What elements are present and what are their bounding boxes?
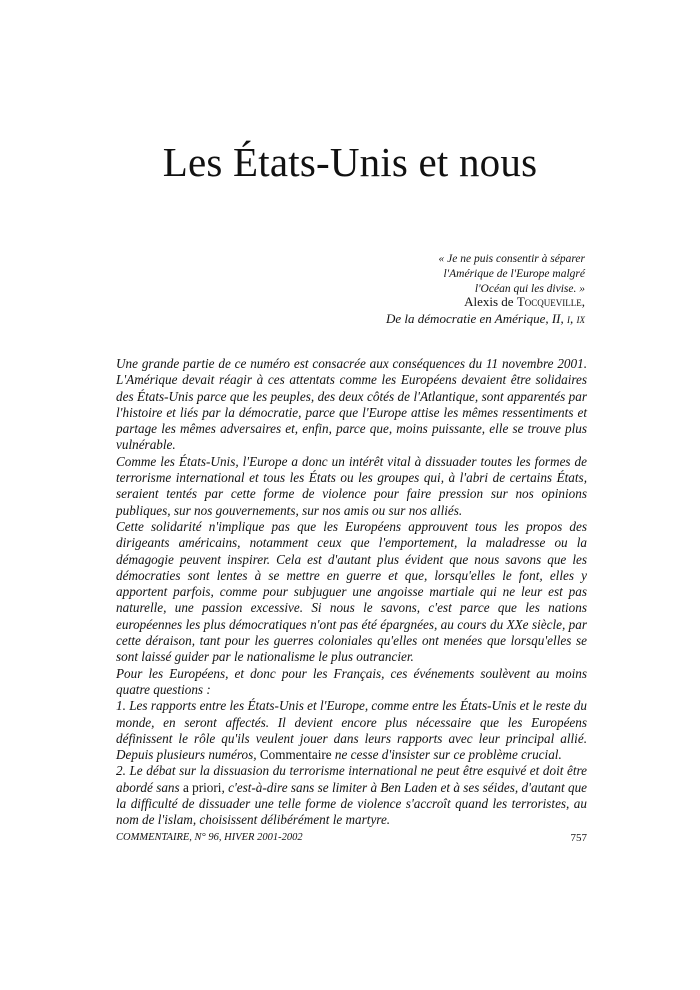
point-2-apriori: a priori <box>182 779 222 795</box>
paragraph-3: Cette solidarité n'implique pas que les Européens approuvent tous les propos des dirigeants américains, notamment ceux que l'emportement, la maladresse ou la démagogie peuvent inspirer. Cela est d'autant plus évident que nous savons que les démocraties sont lentes à se mettre en guerre et que, lorsqu'elles le font, elles y apportent parfois, comme pour subjuguer une angoisse martiale qui ne leur est pas naturelle, une passion excessive. Si nous le savons, c'est parce que les nations européennes les plus démocratiques n'ont pas été épargnées, au cours du XXe siècle, par cette déraison, tant pour les guerres coloniales qu'elles ont menées que lorsqu'elles se sont laissé guider par le nationalisme le plus outrancier. <box>116 518 587 665</box>
page-number: 757 <box>570 832 587 844</box>
article-body <box>116 356 587 829</box>
epigraph-attribution <box>225 293 585 327</box>
epigraph-line-1: « Je ne puis consentir à séparer <box>438 253 585 265</box>
author-name: Tocqueville <box>516 294 582 309</box>
point-1-journal-name: Commentaire <box>259 747 332 763</box>
epigraph-line-3: l'Océan qui les divise. » <box>474 283 585 295</box>
point-2-text-b: , c'est-à-dire sans se limiter à Ben Laden et à ses séides, d'autant que la difficulté de dissuader une telle forme de violence s'accroît quand les terroristes, au nom de l'islam, choisissent délibérément le martyre. <box>116 779 588 828</box>
paragraph-point-1 <box>116 698 587 763</box>
point-1-text-a: 1. Les rapports entre les États-Unis et l'Europe, comme entre les États-Unis et le reste du monde, en seront affectés. Il devient encore plus nécessaire que les Européens définissent le rôle qu'ils veulent jouer dans leurs rapports avec leur principal allié. Depuis plusieurs numéros, <box>116 698 587 763</box>
author-suffix: , <box>581 294 585 309</box>
article-title: Les États-Unis et nous <box>162 139 538 185</box>
paragraph-point-2 <box>116 763 587 828</box>
page-footer <box>116 832 587 844</box>
work-reference: i, ix <box>567 311 585 326</box>
epigraph-author <box>225 293 585 310</box>
journal-info: COMMENTAIRE, N° 96, HIVER 2001-2002 <box>116 832 303 843</box>
paragraph-4: Pour les Européens, et donc pour les Français, ces événements soulèvent au moins quatre questions : <box>116 665 587 697</box>
paragraph-1: Une grande partie de ce numéro est consacrée aux conséquences du 11 novembre 2001. L'Amérique devait réagir à ces attentats comme les Européens devaient être solidaires des États-Unis parce que les peuples, des deux côtés de l'Atlantique, sont apparentés par l'histoire et liés par la démocratie, parce que l'Europe attise les mêmes ressentiments et partage les mêmes adversaires et, enfin, parce que, moins puissante, elle se trouve plus vulnérable. <box>116 356 587 453</box>
epigraph-quote <box>285 252 585 297</box>
epigraph-line-2: l'Amérique de l'Europe malgré <box>443 268 585 280</box>
author-prefix: Alexis de <box>464 294 517 309</box>
epigraph-work <box>225 310 585 327</box>
point-1-text-b: ne cesse d'insister sur ce problème crucial. <box>331 747 562 763</box>
paragraph-2: Comme les États-Unis, l'Europe a donc un intérêt vital à dissuader toutes les formes de terrorisme international et tous les États ou les groupes qui, à l'abri de certains États, seraient tentés par cette forme de violence pour faire pression sur nos opinions publiques, sur nos gouvernements, sur nos amis ou sur nos alliés. <box>116 453 587 518</box>
point-2-text-a: 2. Le débat sur la dissuasion du terrorisme international ne peut être esquivé et doit être abordé sans <box>116 763 587 795</box>
work-title: De la démocratie en Amérique, II, <box>386 311 567 326</box>
